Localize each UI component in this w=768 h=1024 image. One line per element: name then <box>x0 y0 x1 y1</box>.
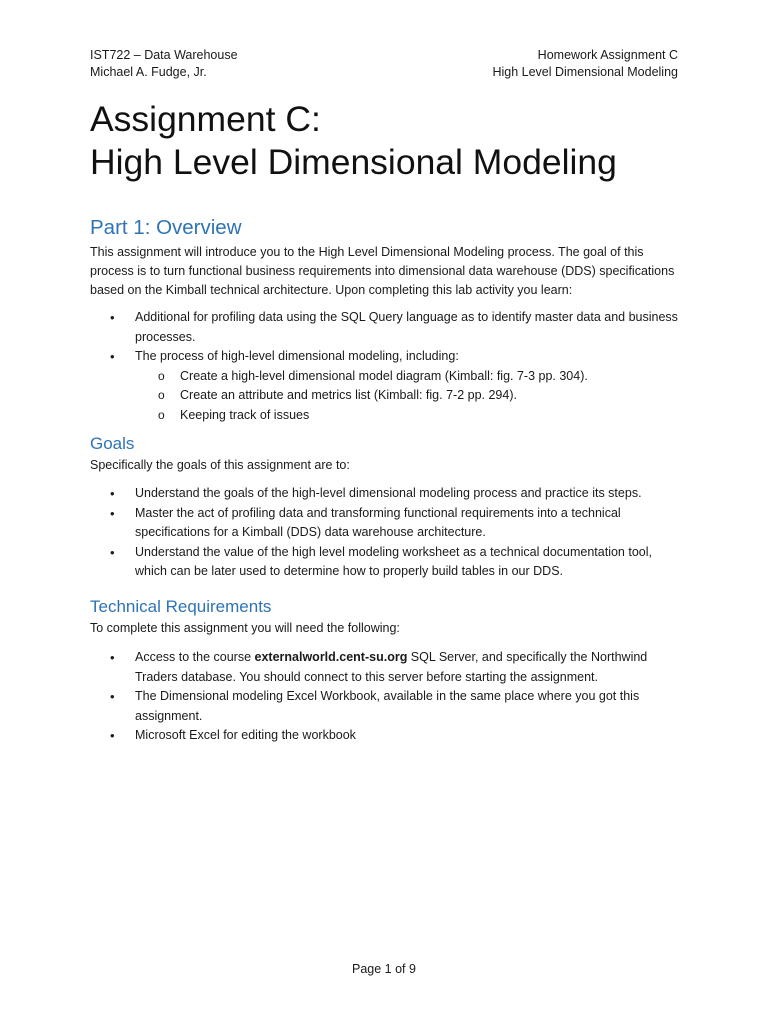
sub-list-item: o Create a high-level dimensional model diagram (Kimball: fig. 7-3 pp. 304). <box>135 367 680 387</box>
goals-heading: Goals <box>90 434 135 453</box>
page-number: Page 1 of 9 <box>352 962 416 976</box>
list-item: • Additional for profiling data using the SQL Query language as to identify master data and business processes. <box>90 308 680 347</box>
page-header-left <box>90 47 238 81</box>
author-name: Michael A. Fudge, Jr. <box>90 65 207 79</box>
goals-bullet-list <box>90 484 680 582</box>
part1-heading: Part 1: Overview <box>90 216 242 239</box>
title-line-1: Assignment C: <box>90 99 321 139</box>
list-item-text: Access to the course <box>135 650 255 664</box>
list-item: • The Dimensional modeling Excel Workbook, available in the same place where you got this assignment. <box>90 687 680 726</box>
list-item-text: The process of high-level dimensional modeling, including: <box>135 349 459 363</box>
page-title <box>90 98 617 184</box>
list-item: • Understand the value of the high level modeling worksheet as a technical documentation tool, which can be later used to determine how to properly build tables in our DDS. <box>90 543 680 582</box>
list-item <box>90 648 680 687</box>
title-line-2: High Level Dimensional Modeling <box>90 142 617 182</box>
part1-intro: This assignment will introduce you to the High Level Dimensional Modeling process. The goal of this process is to turn functional business requirements into dimensional data warehouse (DDS) specifications based on the Kimball technical architecture. Upon completing this lab activity you learn: <box>90 245 675 297</box>
sub-list-item: o Keeping track of issues <box>135 406 680 426</box>
page-header-right <box>492 47 678 81</box>
course-name: IST722 – Data Warehouse <box>90 48 238 62</box>
assignment-topic: High Level Dimensional Modeling <box>492 65 678 79</box>
tech-bullet-list <box>90 648 680 746</box>
sub-list-item: o Create an attribute and metrics list (Kimball: fig. 7-2 pp. 294). <box>135 386 680 406</box>
assignment-label: Homework Assignment C <box>537 48 678 62</box>
list-item: • Master the act of profiling data and transforming functional requirements into a technical specifications for a Kimball (DDS) data warehouse architecture. <box>90 504 680 543</box>
list-item: • Microsoft Excel for editing the workbook <box>90 726 680 746</box>
list-item <box>90 347 680 425</box>
part1-sub-list <box>135 367 680 426</box>
tech-requirements-intro: To complete this assignment you will need the following: <box>90 621 400 635</box>
part1-bullet-list <box>90 308 680 425</box>
tech-requirements-heading: Technical Requirements <box>90 597 272 616</box>
list-item-text: SQL Server, and specifically the Northwind Traders database. You should connect to this server before starting the assignment. <box>135 650 648 684</box>
list-item: • Understand the goals of the high-level dimensional modeling process and practice its steps. <box>90 484 680 504</box>
goals-intro: Specifically the goals of this assignment are to: <box>90 458 350 472</box>
server-name: externalworld.cent-su.org <box>254 650 408 664</box>
